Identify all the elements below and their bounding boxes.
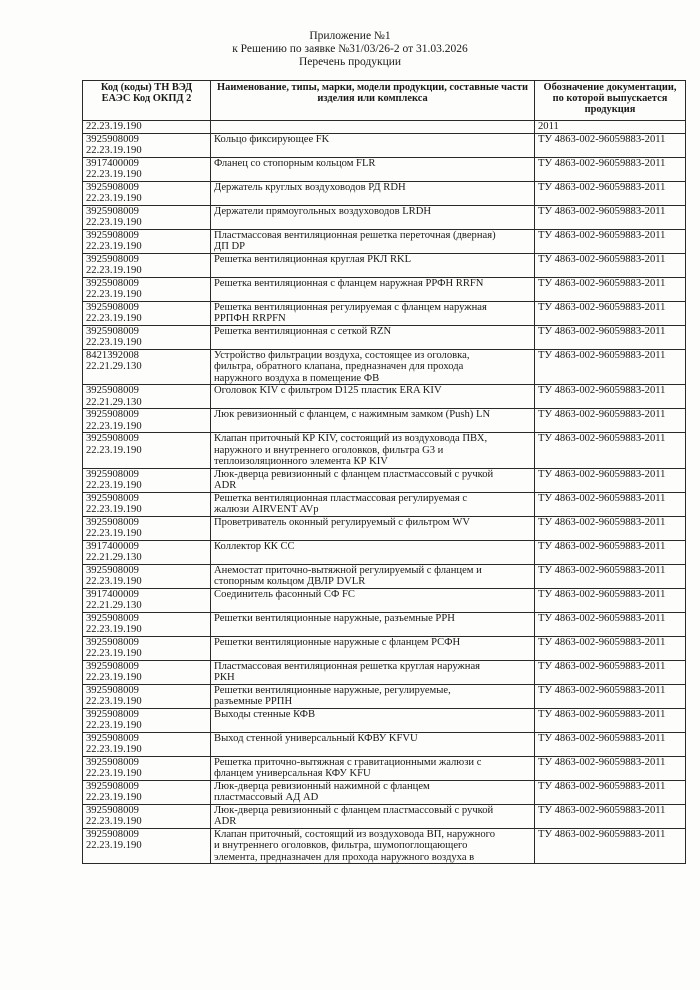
name-cell — [211, 588, 535, 612]
doc-cell: ТУ 4863-002-96059883-2011 — [535, 564, 686, 588]
code-line: 22.23.19.190 — [86, 816, 142, 827]
doc-cell: ТУ 4863-002-96059883-2011 — [535, 409, 686, 433]
name-cell — [211, 133, 535, 157]
code-line: 3925908009 — [86, 684, 139, 696]
name-line: Держатели прямоугольных воздуховодов LRDH — [214, 205, 432, 217]
codes-cell — [83, 325, 211, 349]
code-line: 3925908009 — [86, 205, 139, 217]
code-line: 3925908009 — [86, 253, 139, 265]
doc-cell: 2011 — [535, 121, 686, 134]
table-row — [83, 301, 686, 325]
name-cell — [211, 121, 535, 134]
code-line: 3925908009 — [86, 385, 139, 396]
name-cell — [211, 756, 535, 780]
name-cell — [211, 157, 535, 181]
code-line: 22.23.19.190 — [86, 696, 142, 707]
column-header-name: Наименование, типы, марки, модели продукции, составные части изделия или комплекса — [211, 81, 535, 121]
code-line: 3925908009 — [86, 277, 139, 289]
doc-cell: ТУ 4863-002-96059883-2011 — [535, 277, 686, 301]
column-header-doc: Обозначение документации, по которой выпускается продукция — [535, 81, 686, 121]
name-line: Решетки вентиляционные наружные, регулируемые, — [214, 684, 451, 696]
table-row — [83, 516, 686, 540]
code-line: 3925908009 — [86, 732, 139, 744]
doc-cell: ТУ 4863-002-96059883-2011 — [535, 229, 686, 253]
name-line: ADR — [214, 816, 237, 827]
name-cell — [211, 636, 535, 660]
table-row — [83, 828, 686, 864]
codes-cell — [83, 684, 211, 708]
name-line: стопорным кольцом ДВЛР DVLR — [214, 576, 366, 587]
codes-cell — [83, 612, 211, 636]
name-line: разъемные РРПН — [214, 696, 293, 707]
name-line: Решетка вентиляционная с сеткой RZN — [214, 325, 392, 337]
column-header-codes: Код (коды) ТН ВЭД ЕАЭС Код ОКПД 2 — [83, 81, 211, 121]
code-line: 3925908009 — [86, 133, 139, 145]
code-line: 22.21.29.130 — [86, 396, 142, 408]
table-row — [83, 205, 686, 229]
doc-cell: ТУ 4863-002-96059883-2011 — [535, 433, 686, 469]
name-cell — [211, 349, 535, 385]
code-line: 22.23.19.190 — [86, 313, 142, 324]
name-line: Устройство фильтрации воздуха, состоящее из оголовка, — [214, 349, 470, 361]
name-cell — [211, 516, 535, 540]
name-line: Фланец со стопорным кольцом FLR — [214, 157, 376, 169]
name-cell — [211, 325, 535, 349]
name-line: РРПФН RRPFN — [214, 313, 286, 324]
decision-reference: к Решению по заявке №31/03/26-2 от 31.03.2026 — [232, 43, 468, 55]
codes-cell — [83, 409, 211, 433]
doc-cell: ТУ 4863-002-96059883-2011 — [535, 468, 686, 492]
table-row — [83, 349, 686, 385]
name-line: Решетка вентиляционная регулируемая с фланцем наружная — [214, 301, 487, 313]
name-line: наружного и внутреннего оголовков, фильтра G3 и — [214, 444, 444, 456]
codes-cell — [83, 492, 211, 516]
code-line: 3925908009 — [86, 229, 139, 241]
code-line: 3925908009 — [86, 181, 139, 193]
table-row — [83, 756, 686, 780]
code-line: 22.21.29.130 — [86, 552, 142, 563]
code-line: 3925908009 — [86, 660, 139, 672]
table-row — [83, 492, 686, 516]
code-line: 8421392008 — [86, 349, 139, 361]
name-line: Коллектор КК CC — [214, 540, 295, 552]
table-row — [83, 157, 686, 181]
codes-cell — [83, 205, 211, 229]
table-row — [83, 325, 686, 349]
name-line: Решетки вентиляционные наружные с фланцем РСФН — [214, 636, 461, 648]
doc-cell: ТУ 4863-002-96059883-2011 — [535, 516, 686, 540]
name-line: Держатель круглых воздуховодов РД RDH — [214, 181, 406, 193]
name-line: Люк ревизионный с фланцем, с нажимным замком (Push) LN — [214, 409, 491, 420]
codes-cell — [83, 229, 211, 253]
table-row — [83, 636, 686, 660]
doc-cell: ТУ 4863-002-96059883-2011 — [535, 133, 686, 157]
table-row — [83, 133, 686, 157]
name-cell — [211, 684, 535, 708]
codes-cell — [83, 385, 211, 409]
name-cell — [211, 385, 535, 409]
name-line: Решетка вентиляционная пластмассовая регулируемая с — [214, 492, 468, 504]
code-line: 22.23.19.190 — [86, 193, 142, 204]
code-line: 22.23.19.190 — [86, 444, 142, 456]
table-row — [83, 229, 686, 253]
doc-cell: ТУ 4863-002-96059883-2011 — [535, 205, 686, 229]
code-line: 3925908009 — [86, 612, 139, 624]
doc-cell: ТУ 4863-002-96059883-2011 — [535, 181, 686, 205]
table-row — [83, 732, 686, 756]
name-cell — [211, 708, 535, 732]
name-cell — [211, 229, 535, 253]
code-line: 22.23.19.190 — [86, 648, 142, 659]
code-line: 3925908009 — [86, 564, 139, 576]
code-line: 22.21.29.130 — [86, 361, 142, 372]
code-line: 22.23.19.190 — [86, 576, 142, 587]
name-line: и внутреннего оголовков, фильтра, шумопоглощающего — [214, 840, 468, 851]
name-line: Оголовок KIV с фильтром D125 пластик ERA KIV — [214, 385, 442, 396]
name-line: Клапан приточный, состоящий из воздуховода ВП, наружного — [214, 828, 496, 840]
code-line: 22.23.19.190 — [86, 121, 142, 132]
codes-cell — [83, 133, 211, 157]
codes-cell — [83, 804, 211, 828]
doc-cell: ТУ 4863-002-96059883-2011 — [535, 385, 686, 409]
name-cell — [211, 277, 535, 301]
code-line: 3925908009 — [86, 636, 139, 648]
name-cell — [211, 205, 535, 229]
name-cell — [211, 612, 535, 636]
name-cell — [211, 540, 535, 564]
name-line: Выход стенной универсальный КФВУ KFVU — [214, 732, 418, 744]
codes-cell — [83, 636, 211, 660]
name-line: Люк-дверца ревизионный с фланцем пластмассовый с ручкой — [214, 468, 494, 480]
doc-cell: ТУ 4863-002-96059883-2011 — [535, 612, 686, 636]
code-line: 22.23.19.190 — [86, 720, 142, 731]
code-line: 22.23.19.190 — [86, 337, 142, 348]
code-line: 22.23.19.190 — [86, 792, 142, 803]
table-row — [83, 121, 686, 134]
code-line: 22.21.29.130 — [86, 600, 142, 611]
doc-cell: ТУ 4863-002-96059883-2011 — [535, 732, 686, 756]
doc-cell: ТУ 4863-002-96059883-2011 — [535, 588, 686, 612]
table-row — [83, 660, 686, 684]
code-line: 22.23.19.190 — [86, 504, 142, 515]
name-line: Пластмассовая вентиляционная решетка переточная (дверная) — [214, 229, 496, 241]
name-line: Решетка приточно-вытяжная с гравитационными жалюзи с — [214, 756, 482, 768]
table-row — [83, 540, 686, 564]
name-line: Люк-дверца ревизионный с фланцем пластмассовый с ручкой — [214, 804, 494, 816]
name-line: Решетки вентиляционные наружные, разъемные РРН — [214, 612, 455, 624]
table-body — [83, 121, 686, 864]
doc-cell: ТУ 4863-002-96059883-2011 — [535, 660, 686, 684]
code-line: 22.23.19.190 — [86, 265, 142, 276]
name-line: Клапан приточный КР KIV, состоящий из воздуховода ПВХ, — [214, 433, 488, 444]
table-row — [83, 804, 686, 828]
doc-cell: ТУ 4863-002-96059883-2011 — [535, 804, 686, 828]
appendix-title: Приложение №1 — [309, 30, 391, 42]
name-line: Решетка вентиляционная круглая РКЛ RKL — [214, 253, 412, 265]
table-row — [83, 588, 686, 612]
name-line: фланцем универсальная КФУ KFU — [214, 768, 371, 779]
table-row — [83, 612, 686, 636]
name-line: Выходы стенные КФВ — [214, 708, 316, 720]
code-line: 3917400009 — [86, 540, 139, 552]
doc-cell: ТУ 4863-002-96059883-2011 — [535, 780, 686, 804]
name-line: Проветриватель оконный регулируемый с фильтром WV — [214, 516, 471, 528]
doc-cell: ТУ 4863-002-96059883-2011 — [535, 253, 686, 277]
name-line: Пластмассовая вентиляционная решетка круглая наружная — [214, 660, 481, 672]
codes-cell — [83, 660, 211, 684]
code-line: 3925908009 — [86, 804, 139, 816]
code-line: 22.23.19.190 — [86, 289, 142, 300]
code-line: 22.23.19.190 — [86, 624, 142, 635]
codes-cell — [83, 732, 211, 756]
doc-cell: ТУ 4863-002-96059883-2011 — [535, 636, 686, 660]
name-line: фильтра, обратного клапана, предназначен для прохода — [214, 361, 464, 372]
codes-cell — [83, 468, 211, 492]
name-line: Люк-дверца ревизионный нажимной с фланцем — [214, 780, 430, 792]
name-line: ADR — [214, 480, 237, 491]
table-row — [83, 253, 686, 277]
name-line: Решетка вентиляционная с фланцем наружная РРФН RRFN — [214, 277, 484, 289]
doc-cell: ТУ 4863-002-96059883-2011 — [535, 492, 686, 516]
codes-cell — [83, 516, 211, 540]
codes-cell — [83, 301, 211, 325]
name-line: теплоизоляционного элемента КР KIV — [214, 456, 388, 467]
code-line: 22.23.19.190 — [86, 420, 142, 432]
code-line: 3925908009 — [86, 492, 139, 504]
name-cell — [211, 828, 535, 864]
name-line: Анемостат приточно-вытяжной регулируемый с фланцем и — [214, 564, 482, 576]
code-line: 3925908009 — [86, 708, 139, 720]
name-cell — [211, 409, 535, 433]
doc-cell: ТУ 4863-002-96059883-2011 — [535, 349, 686, 385]
list-title: Перечень продукции — [298, 56, 402, 68]
code-line: 3917400009 — [86, 588, 139, 600]
code-line: 3925908009 — [86, 468, 139, 480]
codes-cell — [83, 277, 211, 301]
codes-cell — [83, 828, 211, 864]
codes-cell — [83, 121, 211, 134]
codes-cell — [83, 157, 211, 181]
name-line: Соединитель фасонный СФ FC — [214, 588, 355, 600]
name-cell — [211, 301, 535, 325]
code-line: 22.23.19.190 — [86, 768, 142, 779]
table-row — [83, 708, 686, 732]
codes-cell — [83, 540, 211, 564]
doc-cell: ТУ 4863-002-96059883-2011 — [535, 756, 686, 780]
name-line: наружного воздуха в помещение ФВ — [214, 372, 380, 384]
name-cell — [211, 181, 535, 205]
table-row — [83, 780, 686, 804]
name-line: элемента, предназначен для прохода наружного воздуха в — [214, 851, 475, 863]
name-cell — [211, 780, 535, 804]
name-line: жалюзи AIRVENT AVp — [214, 504, 319, 515]
codes-cell — [83, 780, 211, 804]
code-line: 3925908009 — [86, 301, 139, 313]
name-cell — [211, 433, 535, 469]
name-line: пластмассовый АД AD — [214, 792, 319, 803]
code-line: 22.23.19.190 — [86, 672, 142, 683]
table-row — [83, 684, 686, 708]
code-line: 3925908009 — [86, 780, 139, 792]
code-line: 22.23.19.190 — [86, 480, 142, 491]
code-line: 22.23.19.190 — [86, 840, 142, 851]
code-line: 3925908009 — [86, 828, 139, 840]
codes-cell — [83, 708, 211, 732]
doc-cell: ТУ 4863-002-96059883-2011 — [535, 540, 686, 564]
code-line: 3925908009 — [86, 516, 139, 528]
doc-cell: ТУ 4863-002-96059883-2011 — [535, 325, 686, 349]
code-line: 22.23.19.190 — [86, 744, 142, 755]
doc-cell: ТУ 4863-002-96059883-2011 — [535, 828, 686, 864]
name-cell — [211, 564, 535, 588]
table-row — [83, 468, 686, 492]
code-line: 3925908009 — [86, 433, 139, 444]
codes-cell — [83, 349, 211, 385]
doc-cell: ТУ 4863-002-96059883-2011 — [535, 157, 686, 181]
codes-cell — [83, 564, 211, 588]
name-line: ДП DP — [214, 241, 246, 252]
table-row — [83, 385, 686, 409]
table-header-row — [83, 81, 686, 121]
name-line: РКН — [214, 672, 235, 683]
codes-cell — [83, 756, 211, 780]
code-line: 3917400009 — [86, 157, 139, 169]
doc-cell: ТУ 4863-002-96059883-2011 — [535, 684, 686, 708]
code-line: 3925908009 — [86, 325, 139, 337]
codes-cell — [83, 253, 211, 277]
product-table — [82, 80, 686, 864]
code-line: 22.23.19.190 — [86, 169, 142, 180]
table-row — [83, 564, 686, 588]
code-line: 22.23.19.190 — [86, 241, 142, 252]
code-line: 22.23.19.190 — [86, 528, 142, 539]
table-row — [83, 409, 686, 433]
name-cell — [211, 732, 535, 756]
table-row — [83, 433, 686, 469]
code-line: 3925908009 — [86, 409, 139, 420]
name-cell — [211, 253, 535, 277]
code-line: 3925908009 — [86, 756, 139, 768]
table-row — [83, 181, 686, 205]
name-cell — [211, 468, 535, 492]
table-row — [83, 277, 686, 301]
codes-cell — [83, 181, 211, 205]
doc-cell: ТУ 4863-002-96059883-2011 — [535, 708, 686, 732]
code-line: 22.23.19.190 — [86, 145, 142, 156]
name-cell — [211, 804, 535, 828]
name-cell — [211, 660, 535, 684]
name-line: Кольцо фиксирующее FK — [214, 133, 330, 145]
doc-cell: ТУ 4863-002-96059883-2011 — [535, 301, 686, 325]
codes-cell — [83, 433, 211, 469]
name-cell — [211, 492, 535, 516]
code-line: 22.23.19.190 — [86, 217, 142, 228]
codes-cell — [83, 588, 211, 612]
